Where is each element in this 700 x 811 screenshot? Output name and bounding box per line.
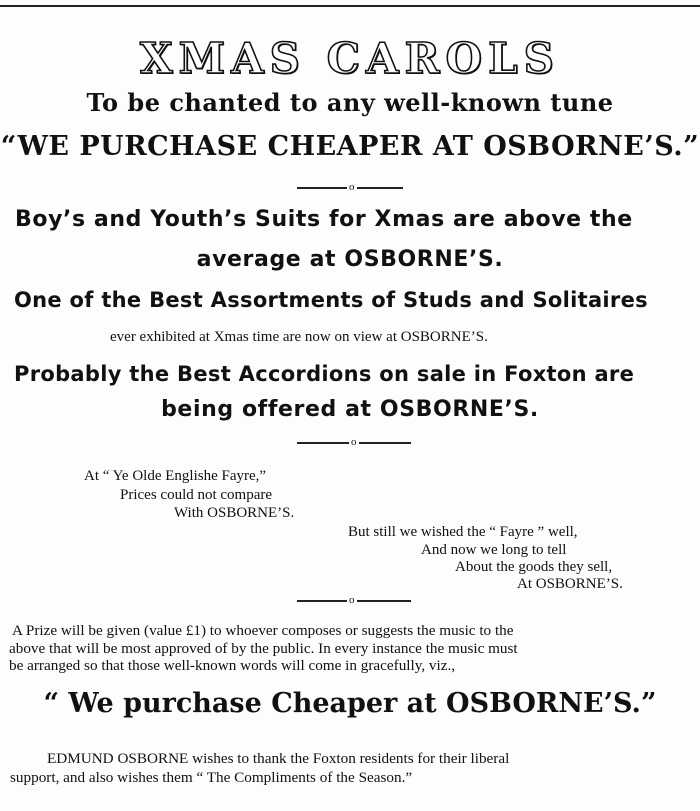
headline-slogan: “WE PURCHASE CHEAPER AT OSBORNE’S.” xyxy=(0,131,700,162)
suits-line-2: average at OSBORNE’S. xyxy=(196,247,504,272)
poem-line-4: But still we wished the “ Fayre ” well, xyxy=(348,524,578,540)
studs-line-2: ever exhibited at Xmas time are now on view at OSBORNE’S. xyxy=(110,329,488,345)
prize-line-2: above that will be most approved of by the public. In every instance the music must xyxy=(9,640,518,657)
poem-line-5: And now we long to tell xyxy=(421,542,567,558)
ornament-divider: o xyxy=(0,594,700,608)
top-rule xyxy=(0,5,700,7)
poem-line-3: With OSBORNE’S. xyxy=(174,505,295,521)
prize-line-3: be arranged so that those well-known words will come in gracefully, viz., xyxy=(9,657,456,674)
accordions-line-1: Probably the Best Accordions on sale in Foxton are xyxy=(14,362,635,386)
closing-line-1: EDMUND OSBORNE wishes to thank the Foxton residents for their liberal xyxy=(47,750,510,767)
ornament-divider: o xyxy=(0,181,700,195)
closing-line-2: support, and also wishes them “ The Compliments of the Season.” xyxy=(10,769,413,786)
poem-line-2: Prices could not compare xyxy=(120,487,273,503)
closing-slogan: “ We purchase Cheaper at OSBORNE’S.” xyxy=(43,688,657,719)
ad-title: XMAS CAROLS xyxy=(140,34,560,83)
poem-line-1: At “ Ye Olde Englishe Fayre,” xyxy=(84,468,267,484)
poem-line-6: About the goods they sell, xyxy=(455,559,613,575)
tune-line: To be chanted to any well-known tune xyxy=(86,88,614,117)
prize-line-1: A Prize will be given (value £1) to whoever composes or suggests the music to the xyxy=(12,622,514,639)
studs-line-1: One of the Best Assortments of Studs and Solitaires xyxy=(14,288,648,312)
suits-line-1: Boy’s and Youth’s Suits for Xmas are above the xyxy=(15,207,633,232)
accordions-line-2: being offered at OSBORNE’S. xyxy=(161,397,539,422)
ornament-divider: o xyxy=(0,436,700,450)
poem-line-7: At OSBORNE’S. xyxy=(517,576,623,592)
